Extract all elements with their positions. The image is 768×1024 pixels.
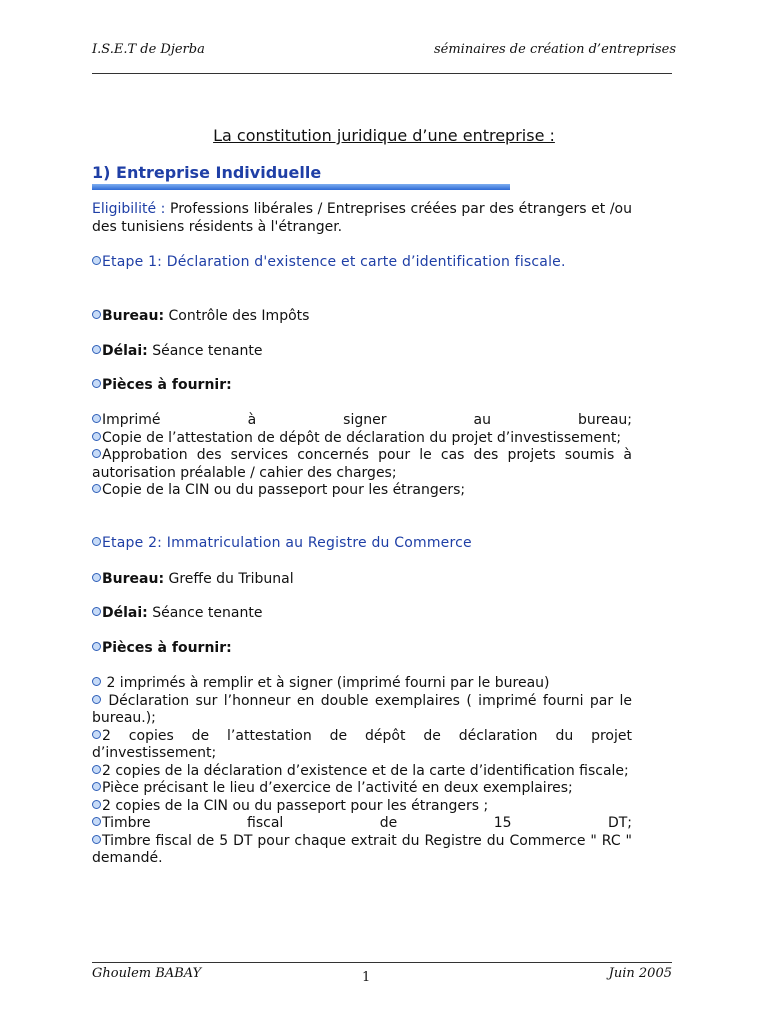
etape1-pieces	[92, 377, 632, 395]
bullet-icon	[92, 414, 101, 423]
eligibility-paragraph	[92, 201, 632, 236]
page-number: 1	[362, 970, 371, 985]
eligibility-label: Eligibilité :	[92, 201, 166, 217]
bullet-icon	[92, 730, 101, 739]
list-item: Imprimé à signer au bureau;	[92, 412, 632, 430]
list-item: Copie de l’attestation de dépôt de déclaration du projet d’investissement;	[92, 430, 632, 448]
etape2-delai	[92, 605, 632, 623]
eligibility-text: Professions libérales / Entreprises créées par des étrangers et /ou des tunisiens résidents à l'étranger.	[92, 201, 632, 235]
etape2-title: Etape 2: Immatriculation au Registre du Commerce	[102, 535, 472, 551]
bullet-icon	[92, 345, 101, 354]
etape1-title: Etape 1: Déclaration d'existence et carte d’identification fiscale.	[102, 254, 566, 270]
bullet-icon	[92, 817, 101, 826]
etape1-heading	[92, 254, 632, 272]
bullet-icon	[92, 379, 101, 388]
header-course: séminaires de création d’entreprises	[433, 42, 676, 57]
list-item: 2 imprimés à remplir et à signer (imprimé fourni par le bureau)	[92, 675, 632, 693]
etape1-list	[92, 412, 632, 500]
list-item: 2 copies de la CIN ou du passeport pour les étrangers ;	[92, 798, 632, 816]
etape1-pieces-label: Pièces à fournir:	[102, 377, 232, 393]
list-item: 2 copies de la déclaration d’existence et de la carte d’identification fiscale;	[92, 763, 632, 781]
list-item: Copie de la CIN ou du passeport pour les étrangers;	[92, 482, 632, 500]
footer-date: Juin 2005	[608, 966, 672, 981]
list-item: Approbation des services concernés pour le cas des projets soumis à autorisation préalable / cahier des charges;	[92, 447, 632, 481]
bullet-icon	[92, 310, 101, 319]
etape1-bureau-value: Contrôle des Impôts	[164, 308, 310, 324]
bullet-icon	[92, 642, 101, 651]
etape2-bureau-value: Greffe du Tribunal	[164, 571, 294, 587]
list-item: Déclaration sur l’honneur en double exemplaires ( imprimé fourni par le bureau.);	[92, 692, 632, 726]
etape2-bureau	[92, 571, 632, 589]
bullet-icon	[92, 800, 101, 809]
bullet-icon	[92, 573, 101, 582]
bullet-icon	[92, 537, 101, 546]
etape1-bureau	[92, 308, 632, 326]
list-item: 2 copies de l’attestation de dépôt de déclaration du projet d’investissement;	[92, 727, 632, 761]
bullet-icon	[92, 432, 101, 441]
bullet-icon	[92, 765, 101, 774]
bullet-icon	[92, 607, 101, 616]
etape2-bureau-label: Bureau:	[102, 571, 165, 587]
etape1-delai-value: Séance tenante	[147, 343, 263, 359]
header-school: I.S.E.T de Djerba	[92, 42, 205, 57]
bullet-icon	[92, 782, 101, 791]
bullet-icon	[92, 256, 101, 265]
etape2-delai-label: Délai:	[102, 605, 148, 621]
etape2-delai-value: Séance tenante	[147, 605, 263, 621]
bullet-icon	[92, 677, 101, 686]
bullet-icon	[92, 449, 101, 458]
section-underline-bar	[92, 184, 510, 190]
list-item: Timbre fiscal de 5 DT pour chaque extrait du Registre du Commerce " RC " demandé.	[92, 832, 632, 866]
etape2-list	[92, 675, 632, 868]
section-heading: 1) Entreprise Individuelle	[92, 163, 322, 182]
etape2-pieces	[92, 640, 632, 658]
etape2-heading	[92, 535, 632, 553]
etape1-delai-label: Délai:	[102, 343, 148, 359]
page-footer	[92, 966, 672, 986]
page-title: La constitution juridique d’une entreprise :	[213, 126, 555, 145]
etape1-bureau-label: Bureau:	[102, 308, 165, 324]
footer-rule	[92, 962, 672, 963]
list-item: Timbre fiscal de 15 DT;	[92, 815, 632, 833]
page-header	[92, 42, 676, 62]
bullet-icon	[92, 835, 101, 844]
footer-author: Ghoulem BABAY	[92, 966, 202, 981]
bullet-icon	[92, 484, 101, 493]
bullet-icon	[92, 695, 101, 704]
header-rule	[92, 73, 672, 74]
list-item: Pièce précisant le lieu d’exercice de l’activité en deux exemplaires;	[92, 780, 632, 798]
etape2-pieces-label: Pièces à fournir:	[102, 640, 232, 656]
etape1-delai	[92, 343, 632, 361]
